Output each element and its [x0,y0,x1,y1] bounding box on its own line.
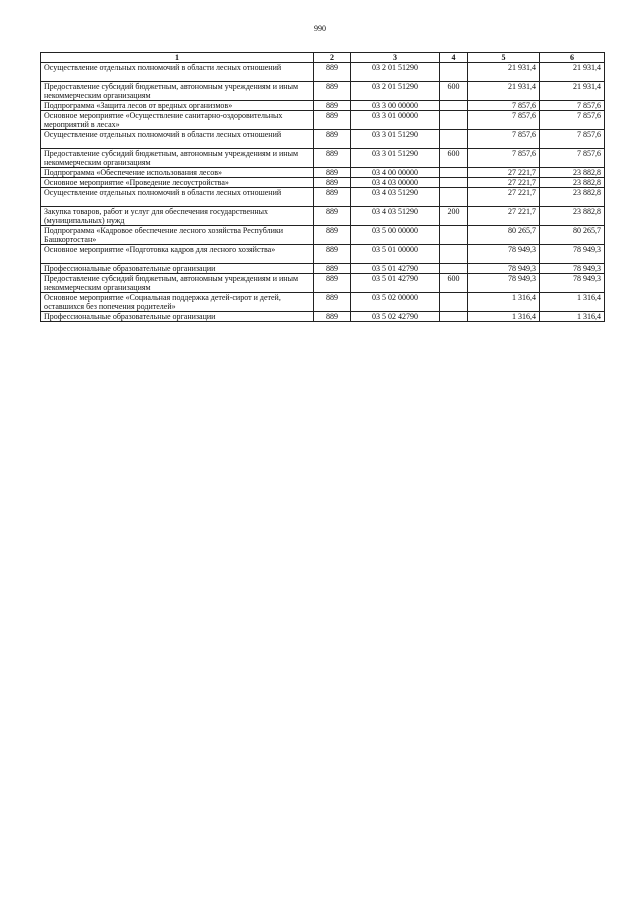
page-number: 990 [314,24,326,33]
row-value6-cell: 7 857,6 [540,130,605,149]
row-admin-cell: 889 [314,101,351,111]
row-value5-cell: 78 949,3 [468,245,540,264]
row-admin-cell: 889 [314,188,351,207]
col-header-5: 5 [468,53,540,63]
row-value5-cell: 27 221,7 [468,207,540,226]
row-type-cell [440,63,468,82]
row-code-cell: 03 2 01 51290 [351,63,440,82]
row-name-cell: Осуществление отдельных полномочий в области лесных отношений [41,63,314,82]
row-code-cell: 03 5 00 00000 [351,226,440,245]
budget-table [40,52,605,322]
row-value6-cell: 23 882,8 [540,207,605,226]
row-value6-cell: 1 316,4 [540,293,605,312]
table-row [41,264,605,274]
row-value6-cell: 80 265,7 [540,226,605,245]
row-name-cell: Основное мероприятие «Социальная поддержка детей-сирот и детей, оставшихся без попечения родителей» [41,293,314,312]
row-name-cell: Предоставление субсидий бюджетным, автономным учреждениям и иным некоммерческим организациям [41,149,314,168]
row-code-cell: 03 4 03 51290 [351,188,440,207]
header-row [41,53,605,63]
row-code-cell: 03 3 01 51290 [351,130,440,149]
row-name-cell: Профессиональные образовательные организации [41,312,314,322]
row-value6-cell: 21 931,4 [540,82,605,101]
row-name-cell: Предоставление субсидий бюджетным, автономным учреждениям и иным некоммерческим организациям [41,274,314,293]
row-admin-cell: 889 [314,178,351,188]
row-value6-cell: 23 882,8 [540,168,605,178]
row-code-cell: 03 3 00 00000 [351,101,440,111]
row-code-cell: 03 4 00 00000 [351,168,440,178]
col-header-3: 3 [351,53,440,63]
row-name-cell: Осуществление отдельных полномочий в области лесных отношений [41,130,314,149]
row-value5-cell: 7 857,6 [468,101,540,111]
row-value5-cell: 80 265,7 [468,226,540,245]
row-admin-cell: 889 [314,130,351,149]
row-admin-cell: 889 [314,312,351,322]
row-type-cell [440,226,468,245]
table-row [41,274,605,293]
row-admin-cell: 889 [314,293,351,312]
col-header-1: 1 [41,53,314,63]
row-value5-cell: 21 931,4 [468,63,540,82]
table-row [41,188,605,207]
row-admin-cell: 889 [314,274,351,293]
row-code-cell: 03 5 01 42790 [351,264,440,274]
row-admin-cell: 889 [314,207,351,226]
table-row [41,101,605,111]
row-type-cell: 600 [440,274,468,293]
row-value6-cell: 21 931,4 [540,63,605,82]
row-name-cell: Закупка товаров, работ и услуг для обеспечения государственных (муниципальных) нужд [41,207,314,226]
table-row [41,312,605,322]
row-value6-cell: 78 949,3 [540,264,605,274]
row-type-cell [440,245,468,264]
row-value5-cell: 27 221,7 [468,188,540,207]
row-type-cell [440,130,468,149]
row-name-cell: Основное мероприятие «Осуществление санитарно-оздоровительных мероприятий в лесах» [41,111,314,130]
row-name-cell: Профессиональные образовательные организации [41,264,314,274]
row-code-cell: 03 5 01 42790 [351,274,440,293]
table-row [41,207,605,226]
row-value5-cell: 7 857,6 [468,130,540,149]
row-value6-cell: 7 857,6 [540,101,605,111]
row-type-cell [440,168,468,178]
row-admin-cell: 889 [314,168,351,178]
row-code-cell: 03 2 01 51290 [351,82,440,101]
table-row [41,130,605,149]
row-value5-cell: 7 857,6 [468,111,540,130]
row-type-cell [440,178,468,188]
row-type-cell: 200 [440,207,468,226]
table-row [41,178,605,188]
row-code-cell: 03 5 02 00000 [351,293,440,312]
table-row [41,63,605,82]
row-value6-cell: 23 882,8 [540,188,605,207]
row-type-cell [440,312,468,322]
row-admin-cell: 889 [314,63,351,82]
row-admin-cell: 889 [314,149,351,168]
row-value5-cell: 1 316,4 [468,293,540,312]
row-code-cell: 03 5 01 00000 [351,245,440,264]
row-value6-cell: 7 857,6 [540,149,605,168]
row-code-cell: 03 4 03 00000 [351,178,440,188]
row-code-cell: 03 3 01 51290 [351,149,440,168]
table-row [41,149,605,168]
row-name-cell: Основное мероприятие «Проведение лесоустройства» [41,178,314,188]
row-value5-cell: 27 221,7 [468,168,540,178]
row-name-cell: Подпрограмма «Защита лесов от вредных организмов» [41,101,314,111]
row-type-cell [440,188,468,207]
row-name-cell: Предоставление субсидий бюджетным, автономным учреждениям и иным некоммерческим организациям [41,82,314,101]
row-admin-cell: 889 [314,111,351,130]
row-code-cell: 03 3 01 00000 [351,111,440,130]
row-type-cell [440,101,468,111]
row-value6-cell: 78 949,3 [540,274,605,293]
row-value6-cell: 78 949,3 [540,245,605,264]
table-row [41,293,605,312]
row-value5-cell: 7 857,6 [468,149,540,168]
row-value5-cell: 78 949,3 [468,264,540,274]
row-value5-cell: 78 949,3 [468,274,540,293]
row-name-cell: Осуществление отдельных полномочий в области лесных отношений [41,188,314,207]
row-admin-cell: 889 [314,264,351,274]
row-value5-cell: 1 316,4 [468,312,540,322]
col-header-2: 2 [314,53,351,63]
col-header-6: 6 [540,53,605,63]
row-type-cell: 600 [440,149,468,168]
row-code-cell: 03 5 02 42790 [351,312,440,322]
table-row [41,82,605,101]
row-admin-cell: 889 [314,245,351,264]
row-value6-cell: 7 857,6 [540,111,605,130]
row-name-cell: Подпрограмма «Кадровое обеспечение лесного хозяйства Республики Башкортостан» [41,226,314,245]
row-code-cell: 03 4 03 51290 [351,207,440,226]
row-type-cell [440,111,468,130]
row-value6-cell: 23 882,8 [540,178,605,188]
row-name-cell: Подпрограмма «Обеспечение использования лесов» [41,168,314,178]
table-body [41,63,605,322]
table-row [41,245,605,264]
row-type-cell: 600 [440,82,468,101]
row-name-cell: Основное мероприятие «Подготовка кадров для лесного хозяйства» [41,245,314,264]
row-type-cell [440,293,468,312]
row-value6-cell: 1 316,4 [540,312,605,322]
row-admin-cell: 889 [314,226,351,245]
table-row [41,226,605,245]
row-type-cell [440,264,468,274]
table-row [41,168,605,178]
table-row [41,111,605,130]
row-admin-cell: 889 [314,82,351,101]
row-value5-cell: 27 221,7 [468,178,540,188]
col-header-4: 4 [440,53,468,63]
row-value5-cell: 21 931,4 [468,82,540,101]
